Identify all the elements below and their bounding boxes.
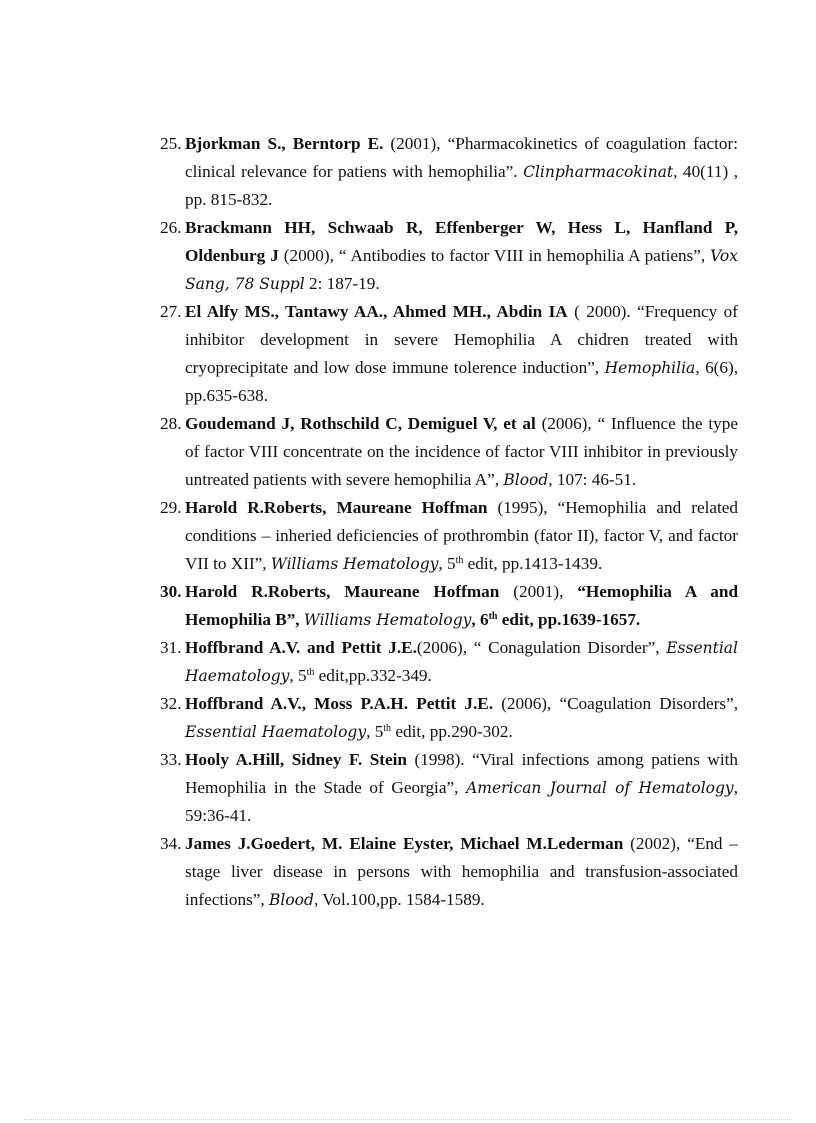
reference-year: (2002),: [623, 834, 688, 853]
reference-details: edit,pp.332-349.: [314, 666, 432, 685]
reference-item: [160, 494, 738, 578]
reference-item: [160, 214, 738, 298]
reference-details: , 59:36-41.: [185, 778, 738, 825]
reference-year: (2006),: [493, 694, 560, 713]
reference-number: 25.: [160, 134, 182, 153]
reference-text: [185, 746, 738, 830]
reference-item: [160, 746, 738, 830]
reference-superscript: th: [488, 611, 498, 622]
reference-source: Clinpharmacokinat: [523, 163, 674, 181]
reference-year: (2000),: [278, 246, 339, 265]
reference-details: 2: 187-19.: [304, 274, 380, 293]
reference-text: [185, 410, 738, 494]
reference-source: Hemophilia: [604, 359, 696, 377]
reference-superscript: th: [455, 555, 464, 566]
reference-details: , 40(11) , pp. 815-832.: [185, 162, 738, 209]
reference-authors: James J.Goedert, M. Elaine Eyster, Michael M.Lederman: [185, 834, 624, 853]
reference-source: Williams Hematology: [303, 611, 472, 629]
reference-details: , 6(6), pp.635-638.: [185, 358, 739, 405]
reference-source: Vox Sang, 78 Suppl: [185, 247, 738, 293]
reference-title: “Hemophilia A and Hemophilia B”,: [185, 582, 738, 629]
reference-text: [185, 494, 738, 578]
reference-year: (2001),: [383, 134, 448, 153]
reference-source: Williams Hematology: [270, 555, 439, 573]
reference-text: [185, 130, 738, 214]
reference-year: (1995),: [487, 498, 558, 517]
reference-item: [160, 410, 738, 494]
reference-details-prefix: , 5: [289, 666, 307, 685]
reference-number: 32.: [160, 694, 182, 713]
reference-authors: Bjorkman S., Berntorp E.: [185, 134, 384, 153]
reference-item: [160, 130, 738, 214]
reference-source: Blood: [503, 471, 549, 489]
reference-number: 34.: [160, 834, 182, 853]
reference-details: , 107: 46-51.: [548, 470, 637, 489]
reference-item: [160, 634, 738, 690]
reference-source: American Journal of Hematology: [466, 779, 734, 797]
reference-details: edit, pp.1413-1439.: [463, 554, 603, 573]
reference-superscript: th: [383, 723, 392, 734]
reference-item: [160, 830, 738, 914]
reference-authors: Harold R.Roberts, Maureane Hoffman: [185, 498, 488, 517]
reference-details: , Vol.100,pp. 1584-1589.: [313, 890, 485, 909]
reference-year: (2001),: [499, 582, 578, 601]
reference-source: Blood: [269, 891, 314, 909]
reference-authors: Goudemand J, Rothschild C, Demiguel V, et al: [185, 414, 536, 433]
reference-superscript: th: [306, 667, 315, 678]
reference-item: [160, 690, 738, 746]
reference-source: Essential Haematology: [185, 639, 738, 685]
reference-item: [160, 578, 738, 634]
reference-text: [185, 830, 738, 914]
reference-title: “Pharmacokinetics of coagulation factor: clinical relevance for patiens with hemophilia”.: [185, 134, 738, 181]
reference-number: 31.: [160, 638, 182, 657]
reference-text: [185, 298, 738, 410]
reference-authors: El Alfy MS., Tantawy AA., Ahmed MH., Abdin IA: [185, 302, 568, 321]
reference-text: [185, 690, 738, 746]
reference-details-prefix: , 6: [471, 610, 489, 629]
reference-number: 27.: [160, 302, 182, 321]
reference-number: 28.: [160, 414, 182, 433]
reference-authors: Hoffbrand A.V. and Pettit J.E.: [185, 638, 417, 657]
reference-text: [185, 578, 738, 634]
reference-number: 26.: [160, 218, 182, 237]
reference-year: (2006),: [416, 638, 474, 657]
reference-title: “Coagulation Disorders”,: [559, 694, 739, 713]
reference-number: 29.: [160, 498, 182, 517]
reference-details-prefix: , 5: [438, 554, 456, 573]
reference-text: [185, 634, 738, 690]
reference-title: “End – stage liver disease in persons with hemophilia and transfusion-associated infections”,: [185, 834, 738, 909]
reference-list: [160, 130, 738, 914]
reference-text: [185, 214, 738, 298]
reference-title: “ Influence the type of factor VIII concentrate on the incidence of factor VIII inhibitor in previously untreated patients with severe hemophilia A”,: [185, 414, 738, 489]
reference-source: Essential Haematology: [185, 723, 367, 741]
reference-year: (1998).: [406, 750, 473, 769]
reference-details-prefix: , 5: [366, 722, 384, 741]
reference-title: “ Antibodies to factor VIII in hemophilia A patiens”,: [338, 246, 711, 265]
reference-details: edit, pp.1639-1657.: [497, 610, 641, 629]
reference-item: [160, 298, 738, 410]
reference-title: “Frequency of inhibitor development in severe Hemophilia A chidren treated with cryoprecipitate and low dose immune tolerence induction”,: [185, 302, 738, 377]
reference-year: (2006),: [535, 414, 598, 433]
page-bottom-border: [24, 1119, 792, 1120]
reference-authors: Hoffbrand A.V., Moss P.A.H. Pettit J.E.: [185, 694, 494, 713]
reference-title: “ Conagulation Disorder”,: [473, 638, 667, 657]
reference-authors: Hooly A.Hill, Sidney F. Stein: [185, 750, 407, 769]
reference-year: ( 2000).: [567, 302, 638, 321]
reference-title: “Viral infections among patiens with Hemophilia in the Stade of Georgia”,: [185, 750, 738, 797]
reference-number: 33.: [160, 750, 182, 769]
reference-details: edit, pp.290-302.: [391, 722, 513, 741]
reference-authors: Harold R.Roberts, Maureane Hoffman: [185, 582, 500, 601]
reference-authors: Brackmann HH, Schwaab R, Effenberger W, Hess L, Hanfland P, Oldenburg J: [185, 218, 738, 265]
reference-number: 30.: [160, 582, 182, 601]
reference-title: “Hemophilia and related conditions – inheried deficiencies of prothrombin (fator II), factor V, and factor VII to XII”,: [185, 498, 738, 573]
